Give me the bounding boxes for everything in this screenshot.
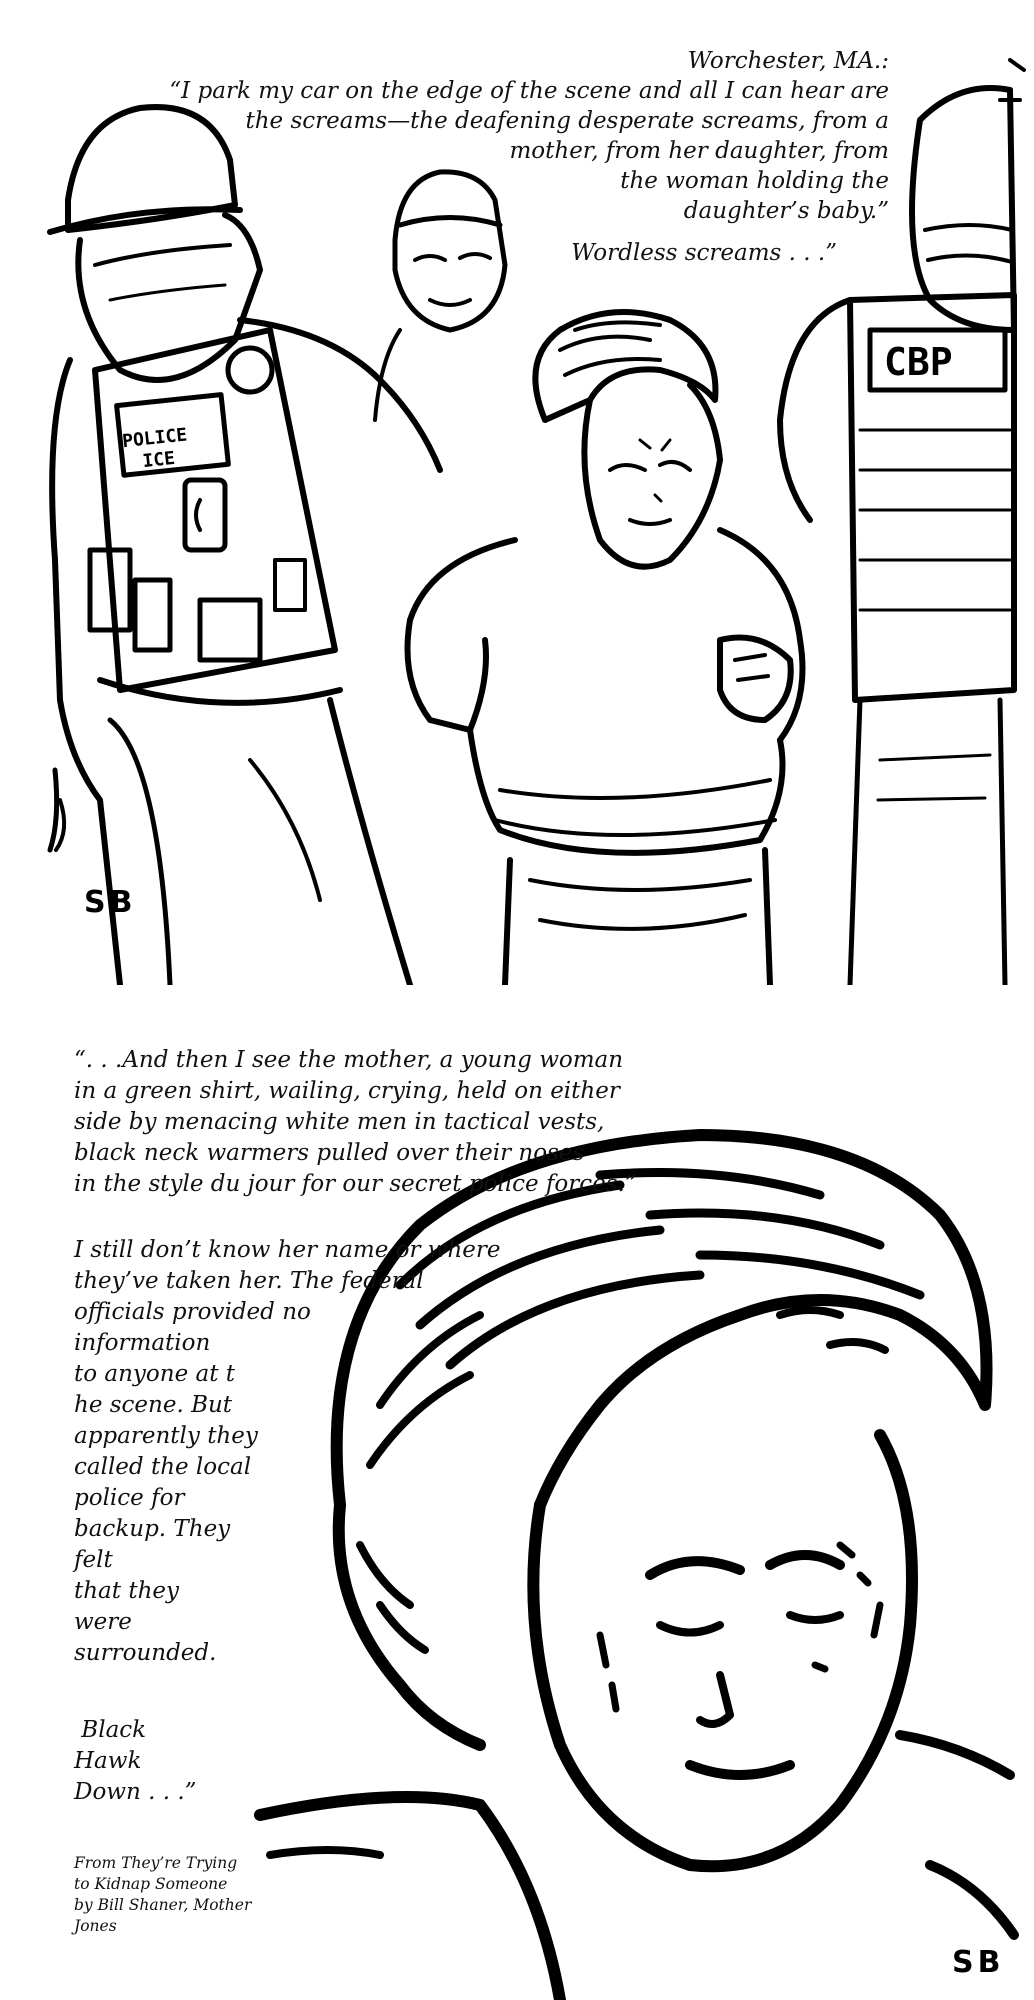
quote-paragraph — [74, 1045, 637, 1200]
wordless-screams-line: Wordless screams . . .” — [571, 240, 837, 266]
left-agent-vest — [95, 330, 335, 690]
narrative-line: felt — [74, 1547, 113, 1573]
narrative-paragraph — [74, 1235, 501, 1669]
source-credit — [74, 1853, 251, 1937]
quote-line: in a green shirt, wailing, crying, held on either — [74, 1078, 620, 1104]
credit-line: to Kidnap Someone — [74, 1875, 228, 1893]
closeup-shoulder — [260, 1797, 560, 2000]
narrative-line: to anyone at t — [74, 1361, 236, 1387]
closing-line: Hawk — [74, 1748, 142, 1774]
quote-line: “. . .And then I see the mother, a young woman — [74, 1047, 624, 1073]
narrative-line: he scene. But — [74, 1392, 233, 1418]
narrative-line: backup. They — [74, 1516, 231, 1542]
vest-label-ice: ICE — [141, 447, 177, 473]
top-caption — [69, 46, 889, 268]
narrative-line: apparently they — [74, 1423, 258, 1449]
caption-line: daughter’s baby.” — [683, 198, 889, 224]
caption-line: “I park my car on the edge of the scene and all I can hear are — [169, 78, 889, 104]
narrative-line: I still don’t know her name or where — [74, 1237, 501, 1263]
artist-signature-bottom: SB — [952, 1945, 1005, 1980]
caption-line: mother, from her daughter, from — [509, 138, 889, 164]
closeup-face — [533, 1435, 912, 1866]
vest-label-cbp: CBP — [884, 340, 953, 384]
quote-line: black neck warmers pulled over their noses — [74, 1140, 585, 1166]
top-illustration-panel — [0, 0, 1034, 985]
caption-line: the screams—the deafening desperate screams, from a — [245, 108, 889, 134]
narrative-line: called the local — [74, 1454, 252, 1480]
narrative-line: officials provided no — [74, 1299, 311, 1325]
black-hawk-down-paragraph — [74, 1715, 196, 1808]
closing-line: Down . . .” — [74, 1779, 197, 1805]
quote-line: in the style du jour for our secret police forces.” — [74, 1171, 637, 1197]
credit-line: by Bill Shaner, Mother — [74, 1896, 252, 1914]
caption-line: the woman holding the — [620, 168, 889, 194]
narrative-line: were — [74, 1609, 132, 1635]
narrative-line: police for — [74, 1485, 185, 1511]
narrative-line: that they — [74, 1578, 179, 1604]
closing-line: Black — [74, 1717, 147, 1743]
vest-label-police: POLICE — [121, 424, 189, 453]
credit-line: From They’re Trying — [74, 1854, 238, 1872]
credit-line: Jones — [74, 1917, 117, 1935]
narrative-line: information — [74, 1330, 211, 1356]
narrative-line: they’ve taken her. The federal — [74, 1268, 424, 1294]
woman-hair — [535, 312, 715, 420]
woman-shirt — [408, 540, 516, 730]
woman-face — [584, 385, 720, 567]
artist-signature-top: SB — [84, 885, 137, 920]
narrative-line: surrounded. — [74, 1640, 217, 1666]
caption-line: Worchester, MA.: — [687, 48, 889, 74]
bottom-illustration-panel — [0, 985, 1034, 2000]
quote-line: side by menacing white men in tactical vests, — [74, 1109, 605, 1135]
